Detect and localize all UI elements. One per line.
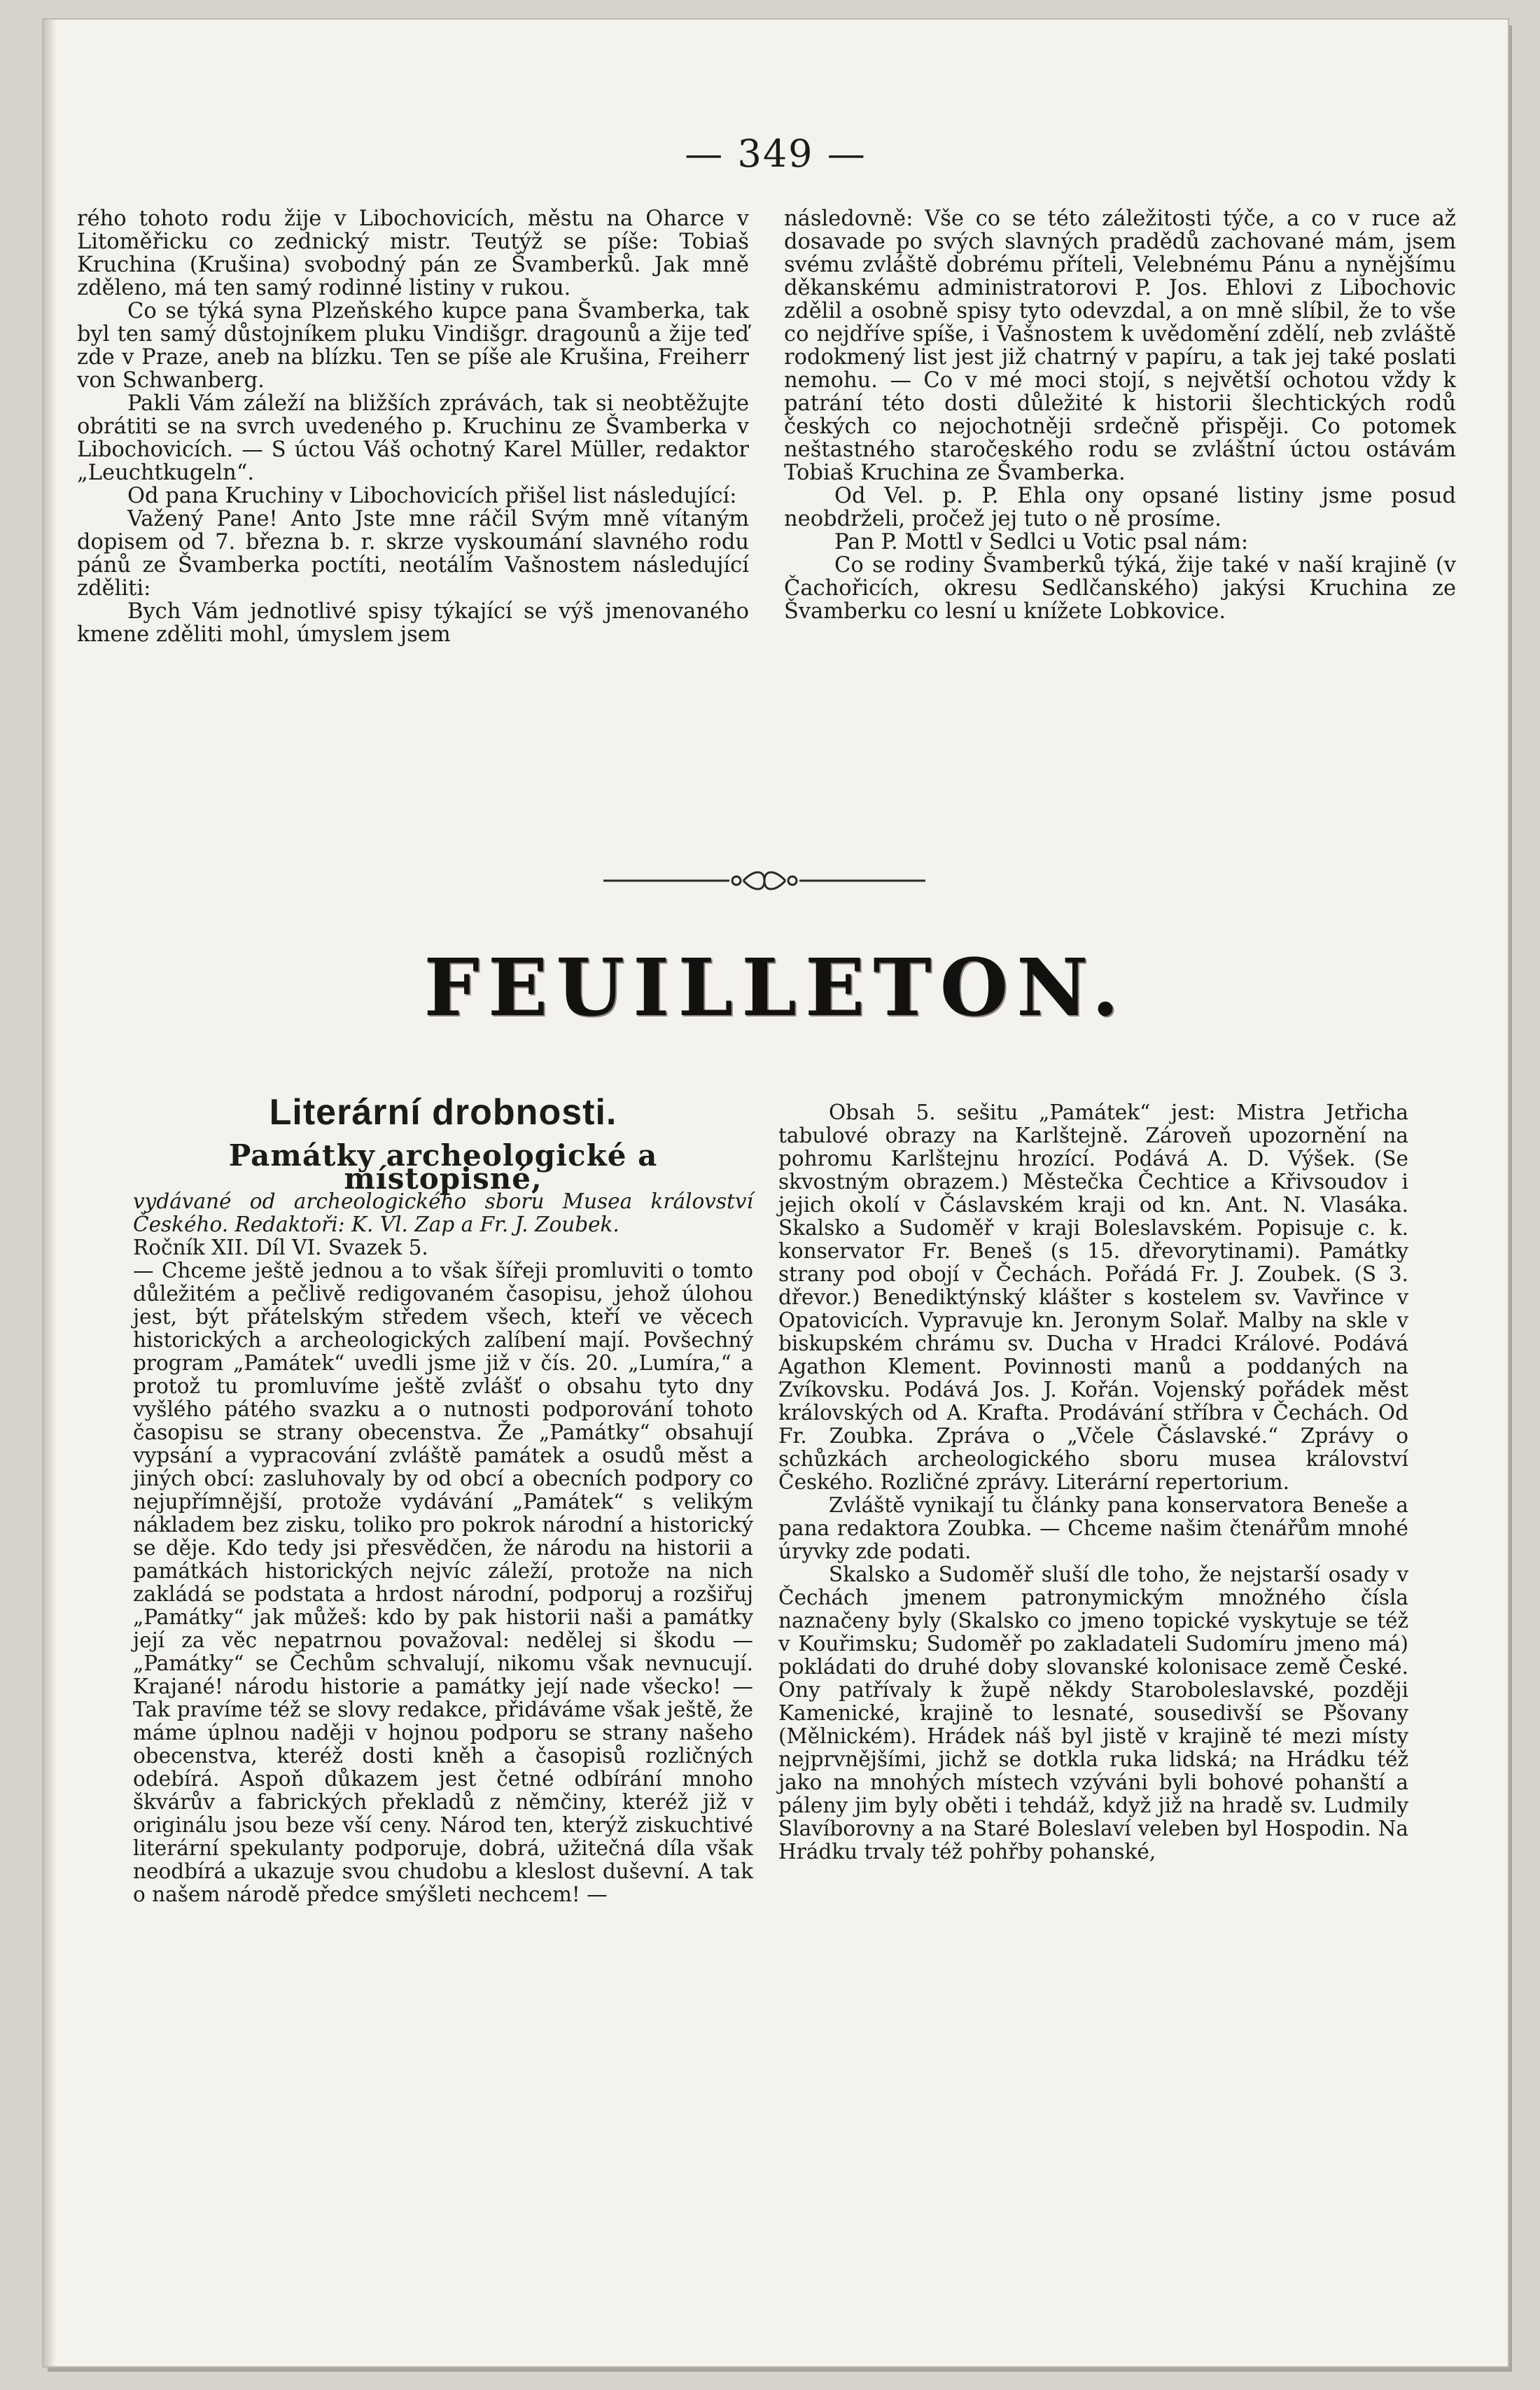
bottom-right-column	[778, 1101, 1408, 1864]
paragraph: Od pana Kruchiny v Libochovicích přišel list následující:	[127, 484, 737, 508]
article-volume: Ročník XII. Díl VI. Svazek 5.	[133, 1236, 428, 1259]
paragraph: Obsah 5. sešitu „Památek“ jest: Mistra Jetřicha tabulové obrazy na Karlštejně. Zároveň upozornění na pohromu Karlštejnu hrozící. Podává A. D. Výšek. (Se skvostným obrazem.) Městečka Čechtice a Křivsoudov i jejich okolí v Čáslavském kraji od kn. Ant. N. Vlasáka. Skalsko a Sudoměř v kraji Boleslavském. Popisuje c. k. konservator Fr. Beneš (s 15. dřevorytinami). Památky strany pod obojí v Čechách. Pořádá Fr. J. Zoubek. (S 3. dřevor.) Benediktýnský klášter s kostelem sv. Vavřince v Opatovicích. Vypravuje kn. Jeronym Solař. Malby na skle v biskupském chrámu sv. Ducha v Hradci Králové. Podává Agathon Klement. Povinnosti manů a poddaných na Zvíkovsku. Podává Jos. J. Kořán. Vojenský pořádek měst královských od A. Krafta. Prodávání stříbra v Čechách. Od Fr. Zoubka. Zpráva o „Včele Čáslavské.“ Zprávy o schůzkách archeologického sboru musea království Českého. Rozličné zprávy. Literární repertorium.	[778, 1100, 1408, 1494]
paragraph: — Chceme ještě jednou a to však šířeji promluviti o tomto důležitém a pečlivě redigovaném časopisu, jehož úlohou jest, být přátelským středem všech, kteří ve věcech historických a archeologických zalíbení mají. Povšechný program „Památek“ uvedli jsme již v čís. 20. „Lumíra,“ a protož tu promluvíme ještě zvlášť o obsahu tyto dny vyšlého pátého svazku a o nutnosti podporování tohoto časopisu se strany obecenstva. Že „Památky“ obsahují vypsání a vypracování zvláště památek a osudů měst a jiných obcí: zasluhovaly by od obcí a obecních podpory co nejupřímnější, protože vydávání „Památek“ s velikým nákladem bez zisku, toliko pro pokrok národní a historický se děje. Kdo tedy jsi přesvědčen, že národu na historii a památkách historických nejvíc záleží, protože na nich zakládá se podstata a hrdost národní, podporuj a rozšiřuj „Památky“ jak můžeš: kdo by pak historii naši a památky její za věc nepatrnou považoval: nedělej si škodu — „Památky“ se Čechům schvalují, nikomu však nevnucují. Krajané! národu historie a památky její nade všecko! — Tak pravíme též se slovy redakce, přidáváme však ještě, že máme úplnou naději v hojnou podporu se strany našeho obecenstva, kteréž dosti kněh a časopisů rozličných odebírá. Aspoň důkazem jest četné odbírání mnoho škvárův a fabrických překladů z němčiny, kteréž již v originálu jsou beze vší ceny. Národ ten, kterýž ziskuchtivé literární spekulanty podporuje, dobrá, užitečná díla však neodbírá a ukazuje svou chudobu a kleslost duševní. A tak o našem národě předce smýšleti nechcem! —	[133, 1259, 753, 1906]
top-left-column	[77, 207, 749, 646]
paragraph: rého tohoto rodu žije v Libochovicích, městu na Oharce v Litoměřicku co zednický mistr. Teutýž se píše: Tobiaš Kruchina (Krušina) svobodný pán ze Švamberků. Jak mně zděleno, má ten samý rodinné listiny v rukou.	[77, 207, 749, 300]
paragraph: následovně: Vše co se této záležitosti týče, a co v ruce až dosavade po svých slavných pradědů zachované mám, jsem svému zvláště dobrému příteli, Velebnému Pánu a nynějšímu děkanskému administratorovi P. Jos. Ehlovi z Libochovic zdělil a osobně spisy tyto odevzdal, a on mně slíbil, že to vše co nejdříve spíše, i Vašnostem k uvědomění zdělí, neb zvláště rodokmený list jest již chatrný v papíru, a tak jej také poslati nemohu. — Co v mé moci stojí, s největší ochotou vždy k patrání této dosti důležité k historii šlechtických rodů českých co nejochotněji srdečně přispěji. Co potomek neštastného staročeského rodu se zvláštní úctou ostávám Tobiaš Kruchina ze Švamberka.	[784, 207, 1456, 485]
article-title: Památky archeologické a místopisné,	[228, 1138, 658, 1196]
paragraph: Bych Vám jednotlivé spisy týkající se výš jmenovaného kmene zděliti mohl, úmyslem jsem	[77, 599, 749, 647]
paragraph: Pakli Vám záleží na bližších zprávách, tak si neobtěžujte obrátiti se na svrch uvedeného p. Kruchinu ze Švamberka v Libochovicích. — S úctou Váš ochotný Karel Müller, redaktor „Leuchtkugeln“.	[77, 391, 749, 485]
paragraph: Skalsko a Sudoměř sluší dle toho, že nejstarší osady v Čechách jmenem patronymickým množného čísla naznačeny byly (Skalsko co jmeno topické vyskytuje se též v Kouřimsku; Sudoměř po zakladateli Sudomíru jmeno má) pokládati do druhé doby slovanské kolonisace země České. Ony patřívaly k župě někdy Staroboleslavské, později Kamenické, krajině to lesnaté, sousedivší se Pšovany (Mělnickém). Hrádek náš byl jistě v krajině té mezi místy nejprvnějšími, jichž se dotkla ruka lidská; na Hrádku též jako na mnohých místech vzýváni byli bohové pohanští a páleny jim byly oběti i tehdáž, když již na hradě sv. Ludmily Slavíborovny a na Staré Boleslaví veleben byl Hospodin. Na Hrádku trvaly též pohřby pohanské,	[778, 1563, 1408, 1864]
top-right-column	[784, 207, 1456, 623]
paragraph: Pan P. Mottl v Sedlci u Votic psal nám:	[834, 530, 1249, 554]
paragraph: Važený Pane! Anto Jste mne ráčil Svým mně vítaným dopisem od 7. března b. r. skrze vyskoumání slavného rodu pánů ze Švamberka poctíti, neotálím Vašnostem následující zděliti:	[77, 507, 749, 601]
feuilleton-heading: FEUILLETON.	[424, 942, 1128, 1034]
paragraph: Co se týká syna Plzeňského kupce pana Švamberka, tak byl ten samý důstojníkem pluku Vindišgr. dragounů a žije teď zde v Praze, aneb na blízku. Ten se píše ale Krušina, Freiherr von Schwanberg.	[77, 299, 749, 393]
article-subtitle: vydávané od archeologického sboru Musea království Českého. Redaktoři: K. Vl. Zap a Fr. J. Zoubek.	[133, 1189, 753, 1236]
scan-edge-shadow	[43, 20, 56, 2366]
paragraph: Zvláště vynikají tu články pana konservatora Beneše a pana redaktora Zoubka. — Chceme našim čtenářům mnohé úryvky zde podati.	[778, 1493, 1408, 1563]
newspaper-page	[43, 20, 1508, 2366]
ornament-divider	[596, 867, 932, 895]
page-number: — 349 —	[685, 132, 867, 176]
paragraph: Od Vel. p. P. Ehla ony opsané listiny jsme posud neobdrželi, pročež jej tuto o ně prosíme.	[784, 484, 1456, 531]
section-title: Literární drobnosti.	[269, 1092, 617, 1133]
bottom-left-column	[133, 1092, 753, 1906]
paragraph: Co se rodiny Švamberků týká, žije také v naší krajině (v Čachořicích, okresu Sedlčanského) jakýsi Kruchina ze Švamberku co lesní u knížete Lobkovice.	[784, 553, 1456, 624]
